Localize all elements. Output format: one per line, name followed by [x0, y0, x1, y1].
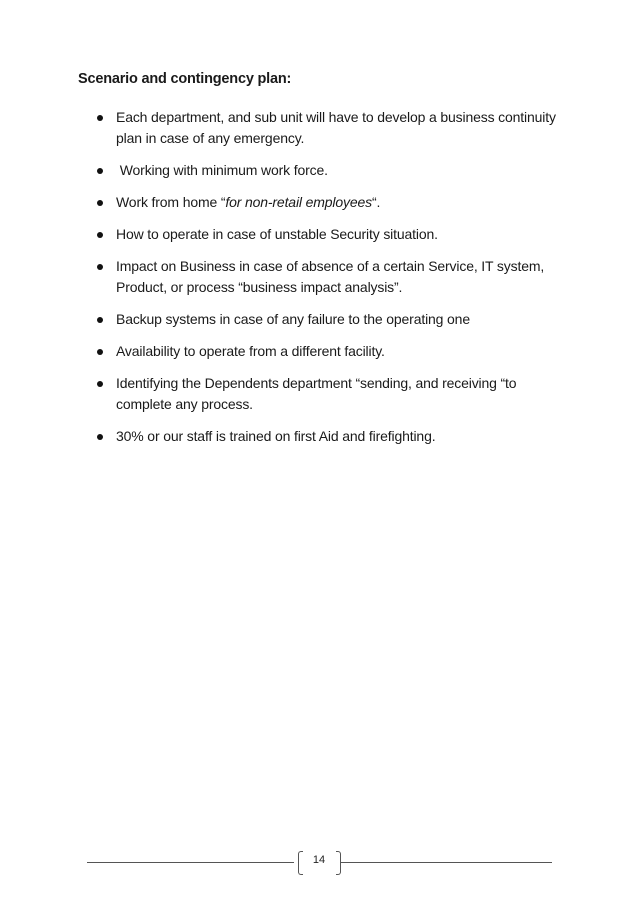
right-bracket-icon [336, 851, 341, 875]
list-item [92, 426, 572, 447]
page-footer [87, 846, 552, 876]
list-item [92, 373, 572, 415]
bullet-icon [97, 232, 103, 238]
list-item-text: Backup systems in case of any failure to the operating one [116, 311, 470, 327]
bullet-icon [97, 200, 103, 206]
list-item-text: Impact on Business in case of absence of a certain Service, IT system, Product, or process “business impact analysis”. [116, 258, 545, 295]
bullet-icon [97, 115, 103, 121]
bullet-icon [97, 434, 103, 440]
list-item [92, 224, 572, 245]
list-item [92, 160, 572, 181]
list-item-text: Working with minimum work force. [116, 162, 328, 178]
list-item [92, 192, 572, 213]
list-item-text: 30% or our staff is trained on first Aid and firefighting. [116, 428, 436, 444]
list-item [92, 341, 572, 362]
list-item-text-start: Work from home “ [116, 194, 226, 210]
section-heading: Scenario and contingency plan: [78, 71, 292, 87]
list-item [92, 107, 572, 149]
list-item-text: Availability to operate from a different facility. [116, 343, 385, 359]
bullet-icon [97, 264, 103, 270]
list-item-text: How to operate in case of unstable Security situation. [116, 226, 438, 242]
footer-rule-left [87, 862, 294, 863]
list-item-text-end: “. [371, 194, 381, 210]
bullet-icon [97, 349, 103, 355]
page-number: 14 [312, 854, 326, 866]
list-item-text: Each department, and sub unit will have to develop a business continuity plan in case of any emergency. [116, 109, 556, 146]
bullet-icon [97, 168, 103, 174]
list-item-text: Identifying the Dependents department “sending, and receiving “to complete any process. [116, 375, 517, 412]
contingency-list [92, 107, 572, 458]
list-item [92, 256, 572, 298]
bullet-icon [97, 381, 103, 387]
footer-rule-right [340, 862, 552, 863]
bullet-icon [97, 317, 103, 323]
list-item [92, 309, 572, 330]
list-item-text-italic: for non-retail employees [225, 194, 372, 210]
